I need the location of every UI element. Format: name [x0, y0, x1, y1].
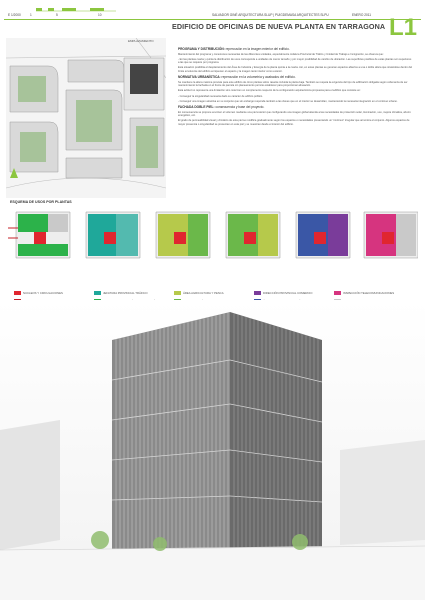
floor-plan-fifth — [364, 212, 418, 258]
legend-item — [334, 291, 394, 295]
floor-plan-second — [156, 212, 210, 258]
sheet-number: L1 — [388, 14, 417, 41]
section-intro: repercusión en la volumetría y acabados del edificio. — [221, 75, 296, 80]
scale-tick: 1 — [30, 13, 32, 17]
floor-plan-third — [226, 212, 280, 258]
legend-item — [174, 291, 224, 295]
legend-label: INSPECCIÓN TELECOMUNICACIONES — [343, 291, 395, 295]
legend-label: JEFATURA PROVINCIAL TRÁFICO — [103, 291, 148, 295]
date: ENERO 2011 — [352, 13, 372, 17]
legend-item — [14, 291, 63, 295]
site-plan — [6, 38, 166, 198]
description-text — [178, 45, 413, 128]
list-item: - Conseguir la singularidad necesaria dado su carácter de edificio público. — [178, 94, 263, 98]
scale-tick: 5 — [56, 13, 58, 17]
legend-label: DIRECCIÓN PROVINCIAL COMERCIO — [263, 291, 313, 295]
floor-plan-fourth — [296, 212, 350, 258]
legend-label: ÁREA AGRICULTURA Y PESCA — [183, 291, 224, 295]
section-title: PROGRAMA Y DISTRIBUCIÓN: — [178, 47, 225, 51]
legend-swatch — [174, 291, 181, 295]
building-render — [0, 300, 425, 600]
floor-plan-ground — [8, 212, 70, 258]
scale-label: E 1/2000 — [8, 13, 21, 17]
page-title: EDIFICIO DE OFICINAS DE NUEVA PLANTA EN TARRAGONA — [172, 22, 386, 31]
list-item: - Conseguir una imagen atractiva en su conjunto que sin embargo responda también a las claves que en el interior se desarrollan, manteniendo la necesaria integración en el continuo urbano. — [178, 99, 398, 103]
legend-swatch — [334, 291, 341, 295]
floor-plan-first — [86, 212, 140, 258]
legend-swatch — [254, 291, 261, 295]
legend-item — [94, 291, 148, 295]
legend-label: NUCLEOS Y CIRCULACIONES — [23, 291, 63, 295]
paragraph: Esta actitud no representa una limitación sino más bien un complemento respecto de la configuración arquitectónica propuesta para el edificio que consiste en: — [178, 89, 361, 93]
paragraph: Mantenimiento del programa y conexiones necesarias de las diferentes unidades, especialmente Jefatura Provincial de Tráfico y Unidad de Trabajo e Inmigración, se observa que: — [178, 52, 384, 56]
floor-plans — [8, 208, 418, 262]
paragraph: - En las plantas cuarta y quinta la distribución de usos corresponde a unidades de menor tamaño y por mayor posibilidad de cambio de ubicación. Las superficies posibles de estas plantas son superiores a las que se requiere por programa. — [178, 57, 412, 65]
legend-swatch — [14, 291, 21, 295]
section-title: ESQUEMA DE USOS POR PLANTAS — [10, 200, 72, 204]
paragraph: Se mantiene la altura máxima prevista para este edificio de cinco plantas sobre rasante incluida la planta baja. También se respeta la exigencia del tipo de edificación obligada según ordenanza de ser mantenimiento la fachada en el frente de parcela sin planeamiento permite establecer para proporcionar alineación. — [178, 80, 408, 87]
legend-swatch — [94, 291, 101, 295]
paragraph: En consecuencia se propone envolver el volumen mediante una piel exterior que configurando una imagen global atienda a las necesidades de protección solar, iluminación, uso, mejora climática, ahorro energético, etc. — [178, 110, 411, 118]
scale-tick: 10 — [98, 13, 102, 17]
section-intro: repercusión en la imagen exterior del edificio. — [225, 47, 290, 51]
header-rule — [4, 19, 421, 20]
section-title: NORMATIVA URBANÍSTICA: — [178, 75, 221, 80]
section-intro: consecuencia y base del proyecto. — [215, 105, 265, 110]
authors: SALVADOR GINÉ ARQUITECTURA SLUP | PUIGDEMASA ARQUITECTES SLPU — [212, 13, 329, 17]
paragraph: El grado de permeabilidad visual y climático de esta piel se modifica gradualmente según los espacios o necesidades presentando un "continuo" irregular que armoniza el conjunto. Algunos espacios de mayor presencia o singularidad se presentan en esta piel y se muestran desde el interior del edificio. — [178, 119, 410, 126]
paragraph: Esta situación posibilita el desplazamiento del Área de Industria y Energía de la planta quinta a la cuarta. Así, en estas plantas se generan espacios abiertos a una o doble altura que situándose dentro del límite envolvente del edificio enriquecen el espacio y la imagen tanto interior como exterior. — [178, 66, 413, 73]
map-label: EMPLAZAMIENTO — [128, 39, 154, 43]
section-title: FACHADA DOBLE PIEL: — [178, 105, 215, 110]
legend-item — [254, 291, 312, 295]
